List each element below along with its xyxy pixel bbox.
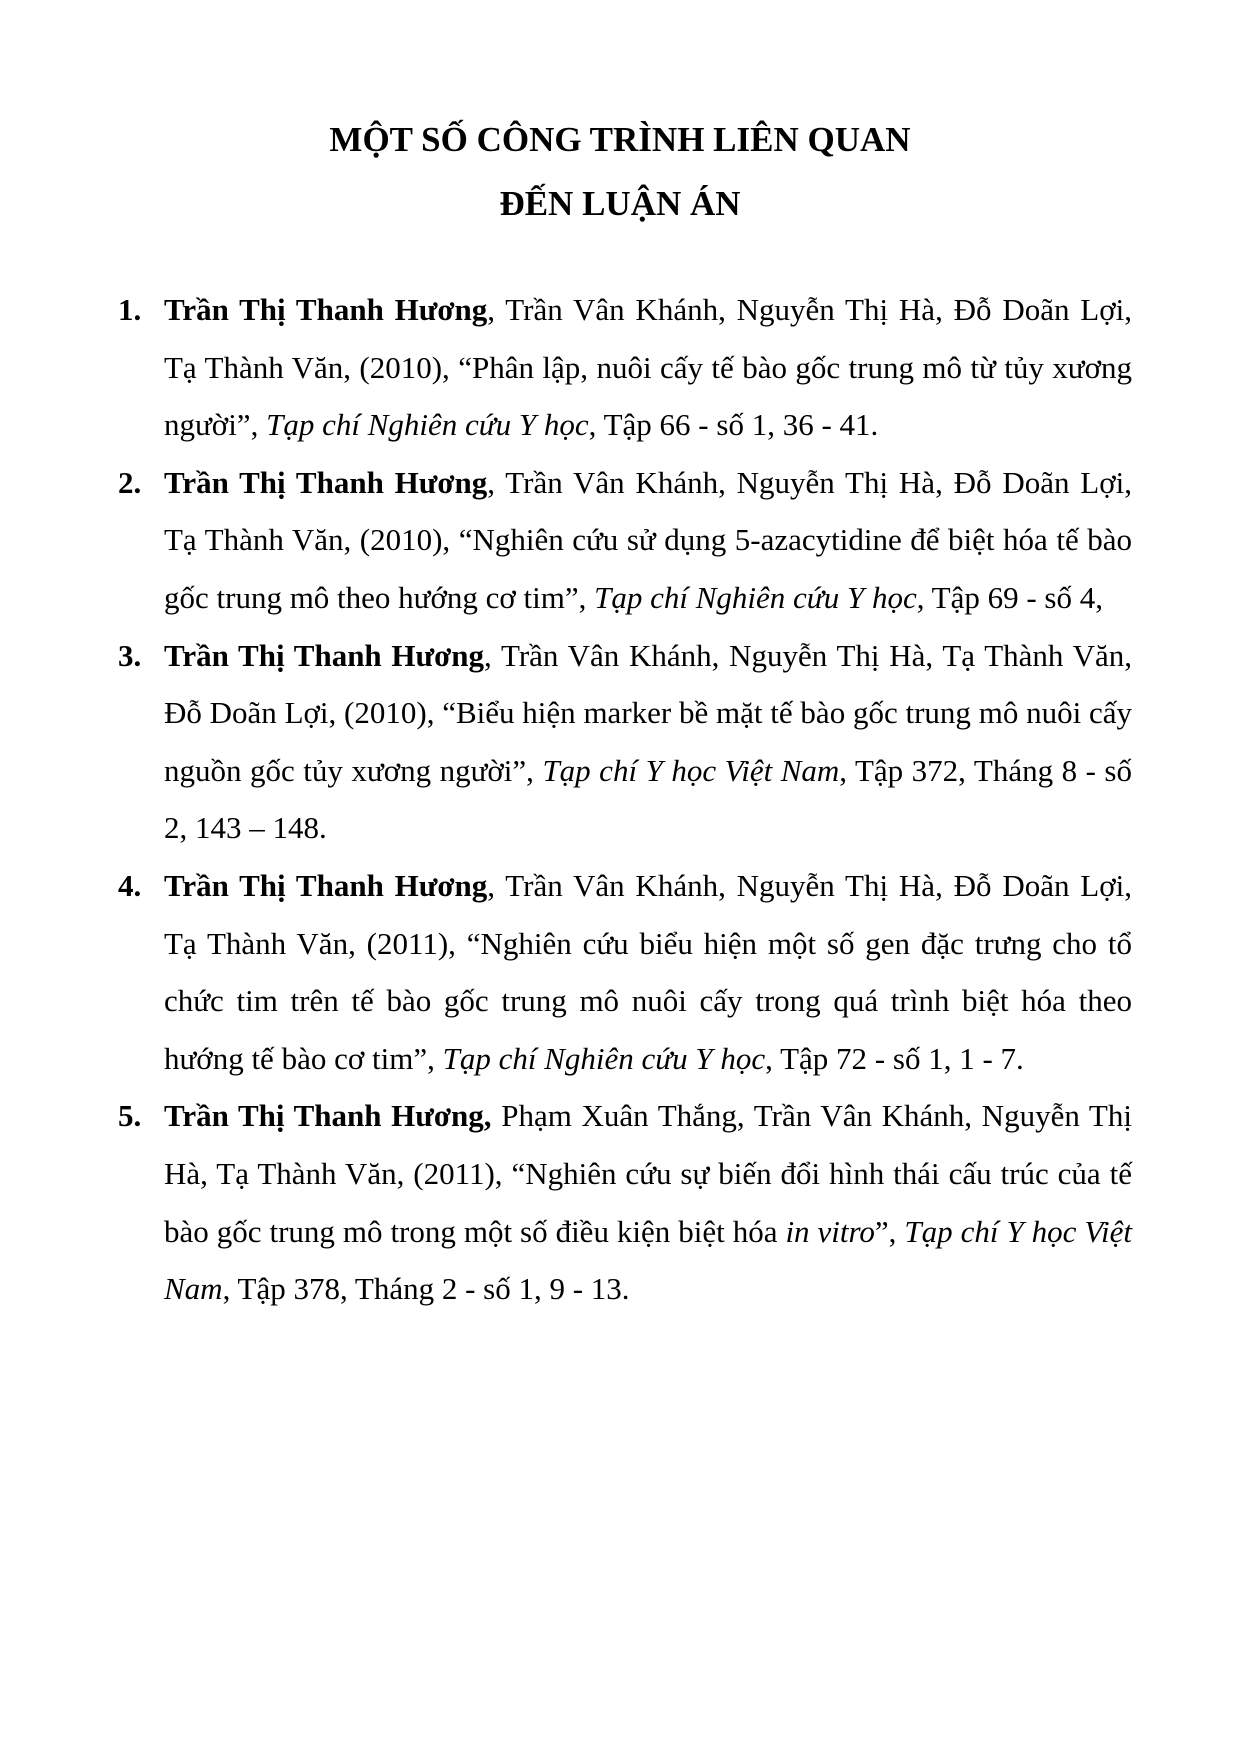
journal-name: Tạp chí Y học Việt Nam bbox=[542, 752, 840, 788]
journal-name: Tạp chí Nghiên cứu Y học bbox=[266, 407, 589, 443]
publication-number: 3. bbox=[118, 637, 142, 673]
journal-name: Tạp chí Nghiên cứu Y học bbox=[442, 1040, 766, 1076]
publication-details: , Tập 66 - số 1, 36 - 41. bbox=[588, 407, 879, 443]
publication-title-end: ”, bbox=[874, 1213, 905, 1249]
publication-title: “Nghiên cứu sự biến đổi hình thái cấu trúc của tế bào gốc trung mô trong một số điều kiện biệt hóa bbox=[164, 1155, 1132, 1249]
page-title-line-1: MỘT SỐ CÔNG TRÌNH LIÊN QUAN bbox=[329, 120, 911, 159]
publication-number: 1. bbox=[118, 292, 142, 327]
main-author: Trần Thị Thanh Hương bbox=[164, 867, 488, 903]
co-authors: , Trần Vân Khánh, Nguyễn Thị Hà, Đỗ Doãn Lợi, Tạ Thành Văn, (2010), bbox=[164, 292, 1132, 385]
journal-name: Tạp chí Nghiên cứu Y học bbox=[594, 579, 917, 615]
publication-item-3 bbox=[118, 627, 1132, 857]
publication-item-5 bbox=[118, 1087, 1132, 1317]
publication-details: , Tập 372, Tháng 8 - số 2, 143 – 148. bbox=[164, 752, 1132, 846]
main-author: Trần Thị Thanh Hương, bbox=[164, 1098, 492, 1134]
publication-item-2 bbox=[118, 454, 1132, 627]
publication-title: “Nghiên cứu sử dụng 5-azacytidine để biệt hóa tế bào gốc trung mô theo hướng cơ tim”, bbox=[164, 522, 1132, 615]
publication-item-1 bbox=[118, 281, 1132, 454]
co-authors: , Trần Vân Khánh, Nguyễn Thị Hà, Đỗ Doãn Lợi, Tạ Thành Văn, (2011), bbox=[164, 867, 1132, 961]
publication-title: “Nghiên cứu biểu hiện một số gen đặc trưng cho tổ chức tim trên tế bào gốc trung mô nuôi cấy trong quá trình biệt hóa theo hướng tế bào cơ tim”, bbox=[164, 925, 1132, 1076]
co-authors: Phạm Xuân Thắng, Trần Vân Khánh, Nguyễn Thị Hà, Tạ Thành Văn, (2011), bbox=[164, 1098, 1132, 1191]
publication-details: , Tập 72 - số 1, 1 - 7. bbox=[765, 1040, 1024, 1076]
publication-details: , Tập 378, Tháng 2 - số 1, 9 - 13. bbox=[222, 1271, 630, 1307]
journal-name: Tạp chí Y học Việt Nam bbox=[164, 1213, 1133, 1307]
publication-number: 4. bbox=[118, 867, 142, 903]
co-authors: , Trần Vân Khánh, Nguyễn Thị Hà, Đỗ Doãn Lợi, Tạ Thành Văn, (2010), bbox=[164, 464, 1132, 558]
publication-title-italic: in vitro bbox=[785, 1213, 875, 1249]
publication-item-4 bbox=[118, 857, 1132, 1087]
publication-list bbox=[118, 281, 1132, 1318]
page-title-line-2: ĐẾN LUẬN ÁN bbox=[499, 184, 741, 223]
main-author: Trần Thị Thanh Hương bbox=[164, 464, 488, 500]
co-authors: , Trần Vân Khánh, Nguyễn Thị Hà, Tạ Thành Văn, Đỗ Doãn Lợi, (2010), bbox=[164, 637, 1132, 731]
publication-number: 2. bbox=[118, 464, 142, 500]
publication-number: 5. bbox=[118, 1098, 142, 1134]
main-author: Trần Thị Thanh Hương bbox=[164, 292, 488, 327]
publication-details: , Tập 69 - số 4, bbox=[916, 579, 1103, 615]
publication-title: “Biểu hiện marker bề mặt tế bào gốc trung mô nuôi cấy nguồn gốc tủy xương người”, bbox=[164, 695, 1132, 788]
main-author: Trần Thị Thanh Hương bbox=[164, 637, 485, 673]
publication-title: “Phân lập, nuôi cấy tế bào gốc trung mô từ tủy xương người”, bbox=[164, 349, 1132, 443]
